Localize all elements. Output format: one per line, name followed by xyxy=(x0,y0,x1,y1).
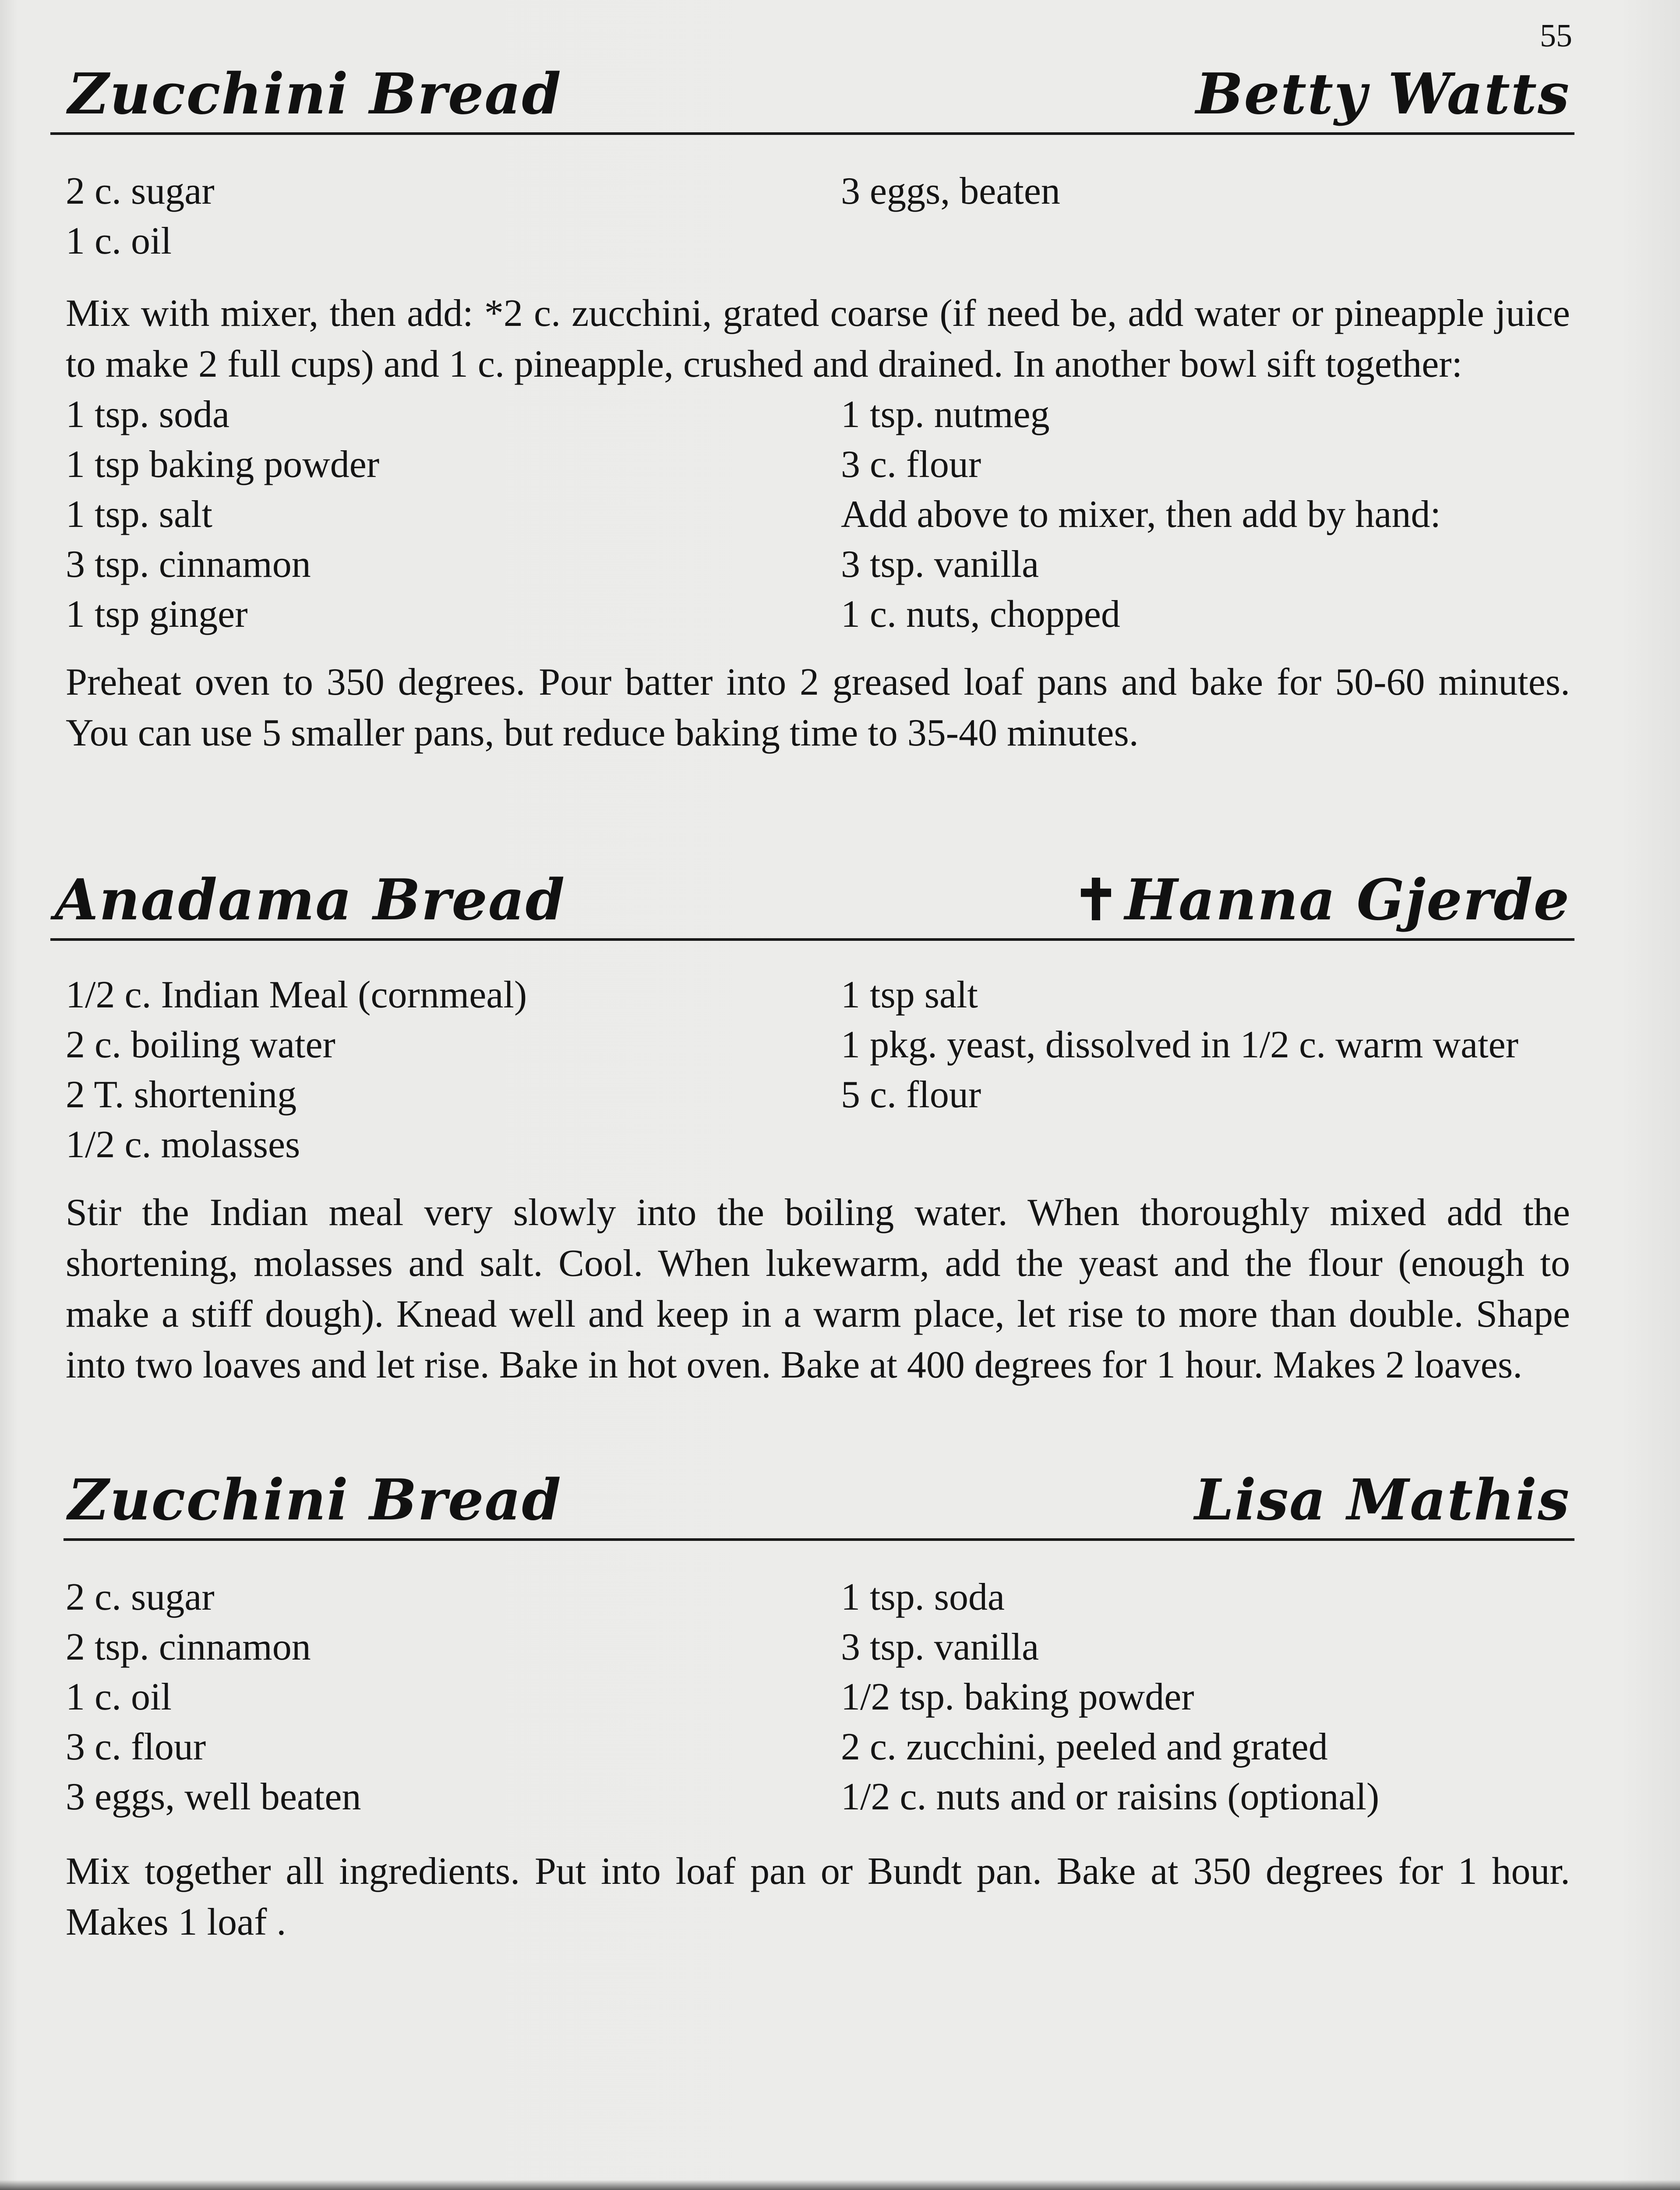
ingredient: 2 c. sugar xyxy=(66,170,215,212)
page-number: 55 xyxy=(1540,18,1572,54)
ingredient: 1/2 c. nuts and or raisins (optional) xyxy=(841,1776,1380,1818)
instructions: Mix with mixer, then add: *2 c. zucchini, grated coarse (if need be, add water or pineapple juice to make 2 full cups) and 1 c. pineapple, crushed and drained. In another bowl sift together: xyxy=(66,292,1570,385)
ingredients-left xyxy=(50,970,828,1170)
ingredients-right xyxy=(828,390,1524,639)
ingredient: 1 tsp. soda xyxy=(841,1576,1005,1618)
ingredient: 2 tsp. cinnamon xyxy=(66,1626,311,1668)
ingredient: 2 c. sugar xyxy=(66,1576,215,1618)
ingredient: 3 c. flour xyxy=(66,1726,206,1768)
recipe-header xyxy=(50,867,1574,950)
ingredient: 5 c. flour xyxy=(841,1074,981,1116)
ingredient: 1 tsp. soda xyxy=(66,393,229,436)
ingredient: 1/2 tsp. baking powder xyxy=(841,1676,1194,1718)
ingredients-left xyxy=(50,1572,828,1822)
recipe-title: Anadama Bread xyxy=(55,867,566,933)
recipe-author: Betty Watts xyxy=(1196,61,1570,127)
ingredient-columns xyxy=(50,390,1574,639)
recipe-anadama-bread xyxy=(50,867,1574,1391)
ingredient: 1 pkg. yeast, dissolved in 1/2 c. warm water xyxy=(841,1024,1519,1066)
ingredient: 1 c. nuts, chopped xyxy=(841,593,1120,636)
recipe-title: Zucchini Bread xyxy=(68,61,562,127)
ingredient: 1/2 c. Indian Meal (cornmeal) xyxy=(66,974,527,1016)
recipe-author xyxy=(1073,867,1570,933)
ingredient: 3 eggs, well beaten xyxy=(66,1776,361,1818)
ingredient: 1/2 c. molasses xyxy=(66,1123,300,1166)
ingredient: 1 c. oil xyxy=(66,1676,172,1718)
header-rule xyxy=(64,1538,1574,1541)
recipe-author: Lisa Mathis xyxy=(1194,1467,1570,1533)
ingredient-columns xyxy=(50,1572,1574,1822)
ingredient: 3 tsp. vanilla xyxy=(841,1626,1039,1668)
ingredients-left xyxy=(50,390,828,639)
author-name: Hanna Gjerde xyxy=(1125,867,1570,933)
instructions: Stir the Indian meal very slowly into the boiling water. When thoroughly mixed add the shortening, molasses and salt. Cool. When lukewarm, add the yeast and the flour (enough to make a stiff dough). Knead well and keep in a warm place, let rise to more than double. Shape into two loaves and let rise. Bake in hot oven. Bake at 400 degrees for 1 hour. Makes 2 loaves. xyxy=(66,1191,1570,1386)
ingredient-columns xyxy=(50,970,1574,1170)
ingredient: 2 T. shortening xyxy=(66,1074,297,1116)
ingredient: 3 tsp. vanilla xyxy=(841,543,1039,586)
recipe-header xyxy=(50,1467,1574,1551)
instruction-line: Add above to mixer, then add by hand: xyxy=(841,493,1441,536)
ingredient: 1 tsp ginger xyxy=(66,593,248,636)
recipe-zucchini-bread-watts xyxy=(50,61,1574,759)
recipe-title: Zucchini Bread xyxy=(68,1467,562,1533)
ingredients-right xyxy=(828,1572,1524,1822)
ingredients-right xyxy=(828,166,1524,266)
ingredient-columns xyxy=(50,166,1574,266)
ingredient: 2 c. zucchini, peeled and grated xyxy=(841,1726,1328,1768)
ingredients-right xyxy=(828,970,1524,1170)
ingredient: 2 c. boiling water xyxy=(66,1024,335,1066)
ingredients-left xyxy=(50,166,828,266)
recipe-header xyxy=(50,61,1574,145)
ingredient: 1 tsp. nutmeg xyxy=(841,393,1050,436)
page-bottom-edge xyxy=(0,2180,1680,2190)
header-rule xyxy=(50,132,1574,135)
ingredient: 1 tsp baking powder xyxy=(66,443,380,486)
memorial-cross-icon: ✝ xyxy=(1072,867,1121,933)
instructions: Mix together all ingredients. Put into loaf pan or Bundt pan. Bake at 350 degrees for 1 hour. Makes 1 loaf . xyxy=(66,1850,1570,1943)
ingredient: 3 c. flour xyxy=(841,443,981,486)
ingredient: 1 c. oil xyxy=(66,220,172,262)
instructions: Preheat oven to 350 degrees. Pour batter into 2 greased loaf pans and bake for 50-60 minutes. You can use 5 smaller pans, but reduce baking time to 35-40 minutes. xyxy=(66,661,1570,754)
ingredient: 3 eggs, beaten xyxy=(841,170,1060,212)
ingredient: 3 tsp. cinnamon xyxy=(66,543,311,586)
ingredient: 1 tsp salt xyxy=(841,974,978,1016)
ingredient: 1 tsp. salt xyxy=(66,493,212,536)
recipe-zucchini-bread-mathis xyxy=(50,1467,1574,1948)
header-rule xyxy=(50,938,1574,941)
